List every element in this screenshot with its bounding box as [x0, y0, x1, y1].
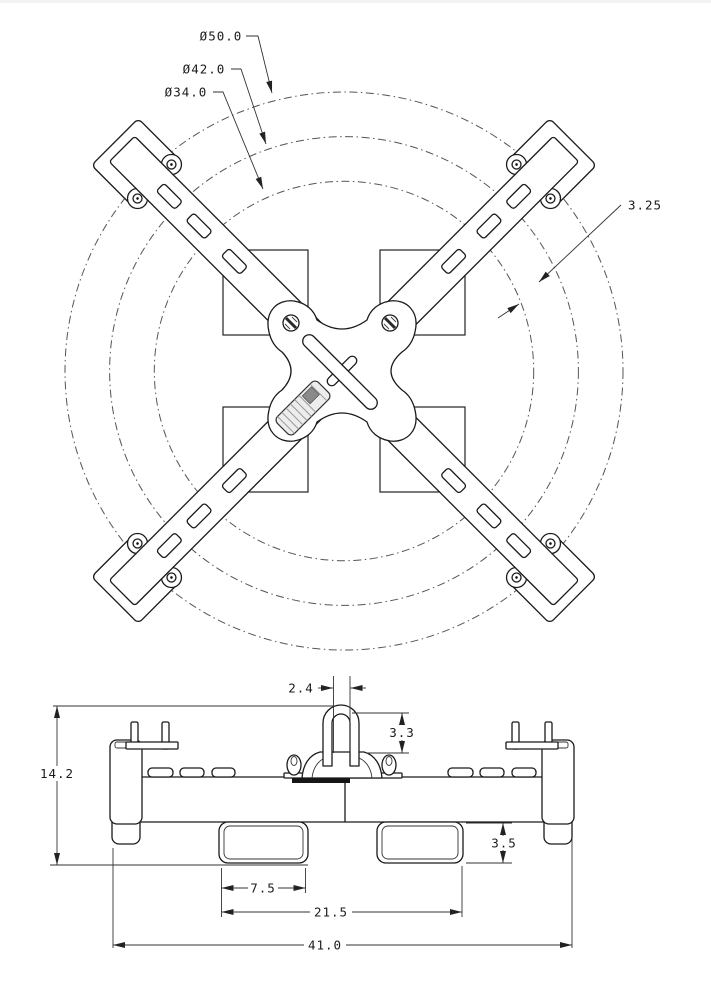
cap-plate: [110, 740, 142, 824]
dim-overall-width: [113, 938, 572, 953]
dim-pad-span: [222, 905, 463, 920]
bottom-pad-left: [219, 822, 308, 863]
hook-height-label: 3.3: [389, 725, 415, 740]
weld-strip: [292, 778, 350, 783]
dim-pad-height: [489, 823, 517, 863]
leader-dia-50: [246, 36, 272, 93]
cap-pin: [545, 722, 552, 744]
beam-body: [120, 777, 564, 822]
overall-height-label: 14.2: [39, 766, 75, 781]
arm-width-label: 3.25: [627, 197, 663, 213]
dim-pad-width: [222, 881, 306, 896]
cap-pin: [131, 722, 138, 744]
plate-screw-left: [283, 315, 299, 331]
cap-plate: [542, 740, 574, 824]
leader-dia-42: [231, 69, 266, 144]
overall-width-label: 41.0: [307, 937, 343, 953]
plate-screw-right: [382, 315, 398, 331]
side-view: [38, 676, 574, 953]
leader-arm-width-2: [498, 304, 519, 318]
dim-hook-height: [352, 713, 416, 753]
dia-middle-label: Ø42.0: [182, 61, 226, 77]
dim-overall-height: [38, 706, 76, 865]
bottom-pad-right: [377, 822, 463, 863]
dia-outer-label: Ø50.0: [199, 28, 243, 44]
side-eye-left: [287, 755, 301, 775]
dia-inner-label: Ø34.0: [164, 84, 208, 100]
cap-flange: [126, 742, 178, 749]
ring-mount-base: [302, 752, 382, 778]
top-view: [65, 29, 662, 651]
pad-width-label: 7.5: [250, 880, 276, 896]
pad-span-label: 21.5: [313, 904, 349, 920]
cap-flange: [506, 742, 558, 749]
hook-width-label: 2.4: [288, 680, 314, 696]
pad-height-label: 3.5: [491, 835, 517, 851]
side-eye-right: [382, 755, 396, 775]
hoist-ring-assembly: [284, 705, 402, 783]
leader-arm-width: [539, 205, 621, 282]
